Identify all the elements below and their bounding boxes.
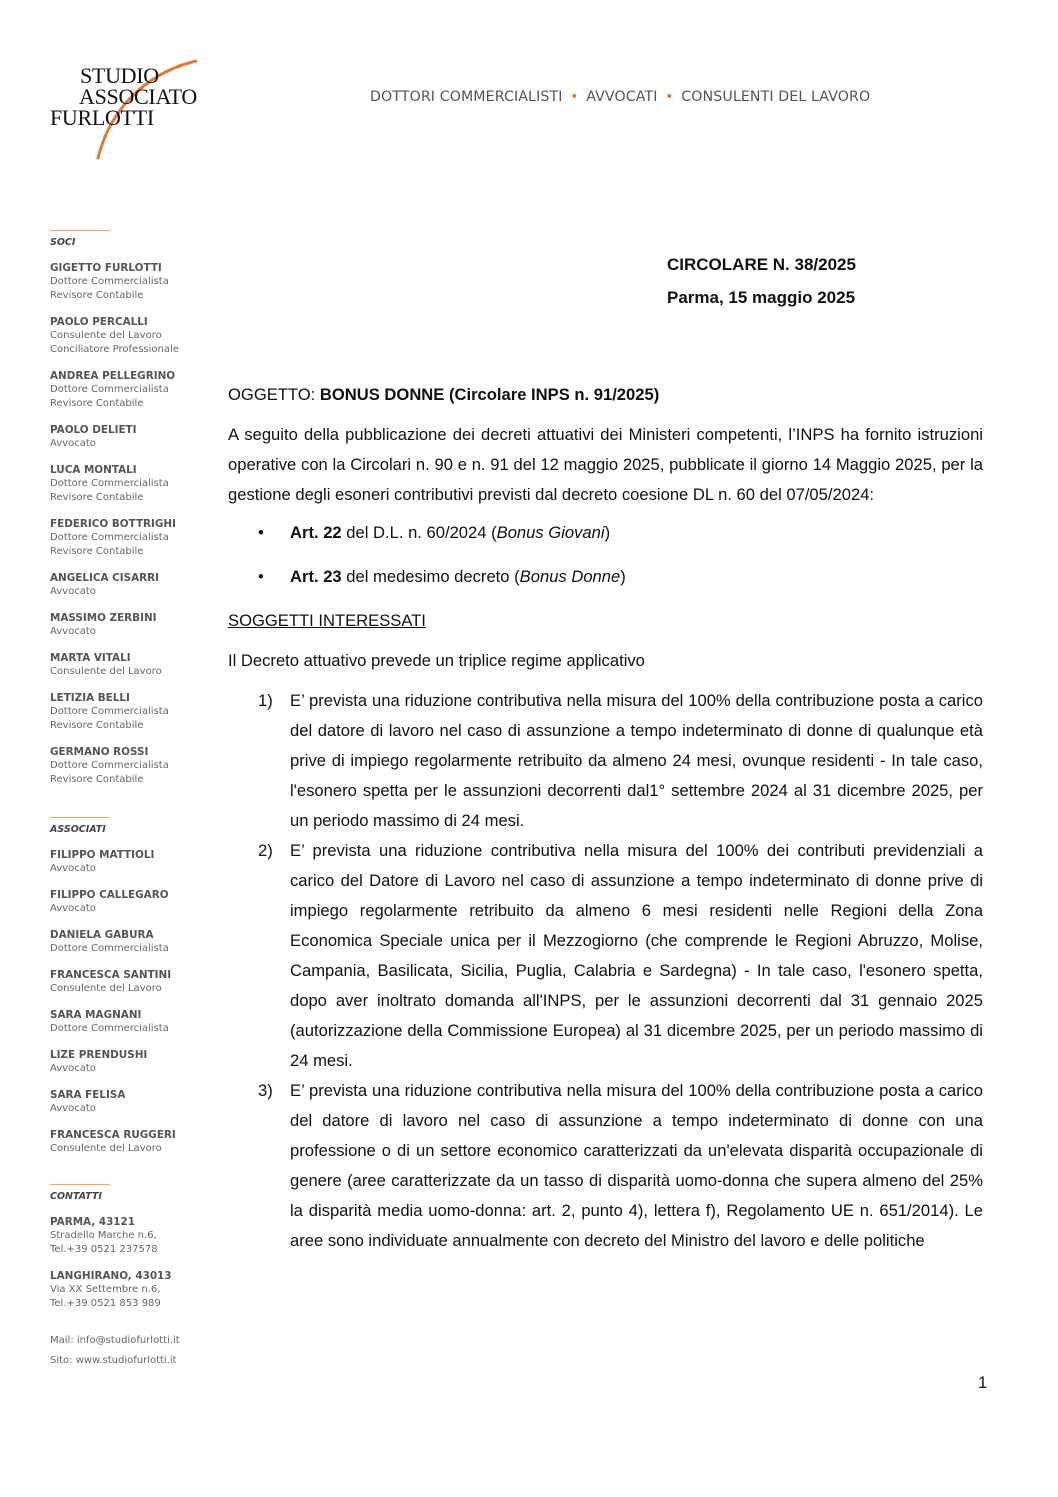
partner-detail: Dottore Commercialista (50, 478, 169, 489)
bullet-icon: • (258, 523, 264, 542)
partner (50, 571, 210, 599)
partner (50, 745, 210, 787)
associate-name: FILIPPO CALLEGARO (50, 889, 169, 901)
partner-name: PAOLO DELIETI (50, 424, 137, 436)
logo-line-3: FURLOTTI (50, 105, 154, 130)
partner-detail: Dottore Commercialista (50, 532, 169, 543)
list-item (228, 518, 983, 548)
offices-list (50, 1215, 210, 1311)
partner-name: GIGETTO FURLOTTI (50, 262, 162, 274)
office-detail: Via XX Settembre n.6, (50, 1284, 161, 1295)
partner-detail: Avvocato (50, 438, 96, 449)
item-number: 3) (258, 1081, 273, 1100)
partner-detail: Consulente del Lavoro (50, 666, 162, 677)
associate-name: FRANCESCA RUGGERI (50, 1129, 176, 1141)
article-end: ) (620, 567, 626, 586)
associate-name: DANIELA GABURA (50, 929, 154, 941)
sidebar-letterhead (50, 230, 210, 1371)
partner-detail: Conciliatore Professionale (50, 344, 179, 355)
associate-detail: Consulente del Lavoro (50, 983, 162, 994)
partner-detail: Dottore Commercialista (50, 384, 169, 395)
associate-name: SARA FELISA (50, 1089, 126, 1101)
partner (50, 691, 210, 733)
circular-header (667, 248, 856, 314)
partner-name: MARTA VITALI (50, 652, 131, 664)
soci-title: SOCI (50, 237, 76, 248)
partner-detail: Revisore Contabile (50, 546, 144, 557)
associate-name: LIZE PRENDUSHI (50, 1049, 148, 1061)
partner (50, 463, 210, 505)
associate (50, 1048, 210, 1076)
partner-name: PAOLO PERCALLI (50, 316, 148, 328)
partner-detail: Revisore Contabile (50, 398, 144, 409)
tagline-part-1: DOTTORI COMMERCIALISTI (370, 89, 563, 105)
associate (50, 848, 210, 876)
partner-detail: Revisore Contabile (50, 720, 144, 731)
partner (50, 369, 210, 411)
regimes-list (228, 686, 983, 1256)
partner (50, 651, 210, 679)
article-text: del D.L. n. 60/2024 ( (341, 523, 497, 542)
associate-detail: Consulente del Lavoro (50, 1143, 162, 1154)
place-date: Parma, 15 maggio 2025 (667, 288, 856, 307)
partner (50, 611, 210, 639)
section-heading: SOGGETTI INTERESSATI (228, 611, 426, 630)
associate-detail: Avvocato (50, 1103, 96, 1114)
associate (50, 1088, 210, 1116)
document-body (228, 380, 983, 1256)
associate-name: SARA MAGNANI (50, 1009, 142, 1021)
associate (50, 1128, 210, 1156)
partner-detail: Revisore Contabile (50, 492, 144, 503)
associate (50, 1008, 210, 1036)
associate (50, 928, 210, 956)
list-item (228, 836, 983, 1076)
associati-list (50, 848, 210, 1156)
logo-line-1: STUDIO (80, 63, 159, 88)
contact-site[interactable]: Sito: www.studiofurlotti.it (50, 1355, 177, 1366)
partner (50, 423, 210, 451)
partner-detail: Avvocato (50, 626, 96, 637)
subject-text: BONUS DONNE (Circolare INPS n. 91/2025) (319, 385, 660, 404)
associate-detail: Dottore Commercialista (50, 1023, 169, 1034)
list-item (228, 686, 983, 836)
circular-number: CIRCOLARE N. 38/2025 (667, 255, 856, 274)
articles-list (228, 518, 983, 592)
partner-detail: Revisore Contabile (50, 774, 144, 785)
soci-list (50, 261, 210, 787)
office-detail: Tel.+39 0521 237578 (50, 1244, 158, 1255)
intro-paragraph: A seguito della pubblicazione dei decreti attuativi dei Ministeri competenti, l’INPS ha fornito istruzioni operative con la Circolari n. 90 e n. 91 del 12 maggio 2025, pubblicate il giorno 14 Maggio 2025, per la gestione degli esoneri contributivi previsti dal decreto coesione DL n. 60 del 07/05/2024: (228, 425, 983, 504)
partner-name: MASSIMO ZERBINI (50, 612, 157, 624)
partner-detail: Revisore Contabile (50, 290, 144, 301)
partner-name: FEDERICO BOTTRIGHI (50, 518, 176, 530)
partner-name: ANDREA PELLEGRINO (50, 370, 176, 382)
partner-detail: Dottore Commercialista (50, 276, 169, 287)
associati-title: ASSOCIATI (50, 824, 106, 835)
page-number: 1 (978, 1373, 988, 1392)
associate (50, 888, 210, 916)
partner (50, 315, 210, 357)
item-text: E’ prevista una riduzione contributiva nella misura del 100% della contribuzione posta a carico del datore di lavoro nel caso di assunzione a tempo indeterminato di donne di qualunque età prive di impiego regolarmente retribuito da almeno 24 mesi, ovunque residenti - In tale caso, l'esonero spetta per le assunzioni decorrenti dal1° settembre 2024 al 31 dicembre 2025, per un periodo massimo di 24 mesi. (290, 691, 983, 830)
office-detail: Stradello Marche n.6, (50, 1230, 157, 1241)
partner-name: LUCA MONTALI (50, 464, 137, 476)
list-item (228, 562, 983, 592)
partner (50, 517, 210, 559)
article-ref: Art. 23 (290, 567, 342, 586)
partner-detail: Avvocato (50, 586, 96, 597)
section-divider (50, 230, 110, 231)
office (50, 1215, 210, 1257)
partner-detail: Dottore Commercialista (50, 706, 169, 717)
associate-detail: Avvocato (50, 863, 96, 874)
list-item (228, 1076, 983, 1256)
item-text: E’ prevista una riduzione contributiva nella misura del 100% dei contributi previdenziali a carico del Datore di Lavoro nel caso di assunzione a tempo indeterminato di donne prive di impiego regolarmente retribuito da almeno 6 mesi residenti nelle Regioni della Zona Economica Speciale unica per il Mezzogiorno (che comprende le Regioni Abruzzo, Molise, Campania, Basilicata, Sicilia, Puglia, Calabria e Sardegna) - In tale caso, l'esonero spetta, dopo aver inoltrato domanda all'INPS, per le assunzioni decorrenti dal 31 gennaio 2025 (autorizzazione della Commissione Europea) al 31 dicembre 2025, per un periodo massimo di 24 mesi. (290, 841, 983, 1070)
partner-detail: Consulente del Lavoro (50, 330, 162, 341)
section-divider (50, 1184, 110, 1185)
article-end: ) (604, 523, 611, 542)
partner (50, 261, 210, 303)
associate-detail: Dottore Commercialista (50, 943, 169, 954)
item-number: 2) (258, 841, 273, 860)
section-divider (50, 817, 110, 818)
associate-detail: Avvocato (50, 1063, 96, 1074)
office-name: PARMA, 43121 (50, 1216, 135, 1228)
firm-logo (48, 58, 218, 168)
section-intro: Il Decreto attuativo prevede un triplice regime applicativo (228, 651, 645, 670)
tagline-part-2: AVVOCATI (586, 89, 658, 105)
office-detail: Tel.+39 0521 853 989 (50, 1298, 161, 1309)
partner-name: GERMANO ROSSI (50, 746, 149, 758)
logo-line-2: ASSOCIATO (79, 84, 197, 109)
article-text: del medesimo decreto ( (341, 567, 520, 586)
subject-label: OGGETTO: (228, 385, 320, 404)
partner-name: ANGELICA CISARRI (50, 572, 160, 584)
subject-line (228, 380, 983, 410)
item-text: E’ prevista una riduzione contributiva nella misura del 100% della contribuzione posta a carico del datore di lavoro nel caso di assunzione a tempo indeterminato di donne con una professione o di un settore economico caratterizzati da un'elevata disparità occupazionale di genere (aree caratterizzate da un tasso di disparità uomo-donna che supera almeno del 25% la disparità media uomo-donna: art. 2, punto 4), lettera f), Regolamento UE n. 651/2014). Le aree sono individuate annualmente con decreto del Ministro del lavoro e delle politiche (290, 1081, 983, 1250)
article-ref: Art. 22 (290, 523, 342, 542)
office (50, 1269, 210, 1311)
header-tagline (370, 89, 870, 105)
tagline-part-3: CONSULENTI DEL LAVORO (681, 89, 871, 105)
contact-mail[interactable]: Mail: info@studiofurlotti.it (50, 1335, 180, 1346)
associate (50, 968, 210, 996)
tagline-separator-dot: • (665, 89, 674, 105)
partner-name: LETIZIA BELLI (50, 692, 130, 704)
associate-detail: Avvocato (50, 903, 96, 914)
bullet-icon: • (258, 567, 264, 586)
partner-detail: Dottore Commercialista (50, 760, 169, 771)
item-number: 1) (258, 691, 273, 710)
tagline-separator-dot: • (570, 89, 579, 105)
article-bonus-name: Bonus Giovani (496, 523, 605, 542)
contatti-title: CONTATTI (50, 1191, 102, 1202)
article-bonus-name: Bonus Donne (519, 567, 621, 586)
associate-name: FRANCESCA SANTINI (50, 969, 172, 981)
office-name: LANGHIRANO, 43013 (50, 1270, 172, 1282)
associate-name: FILIPPO MATTIOLI (50, 849, 155, 861)
